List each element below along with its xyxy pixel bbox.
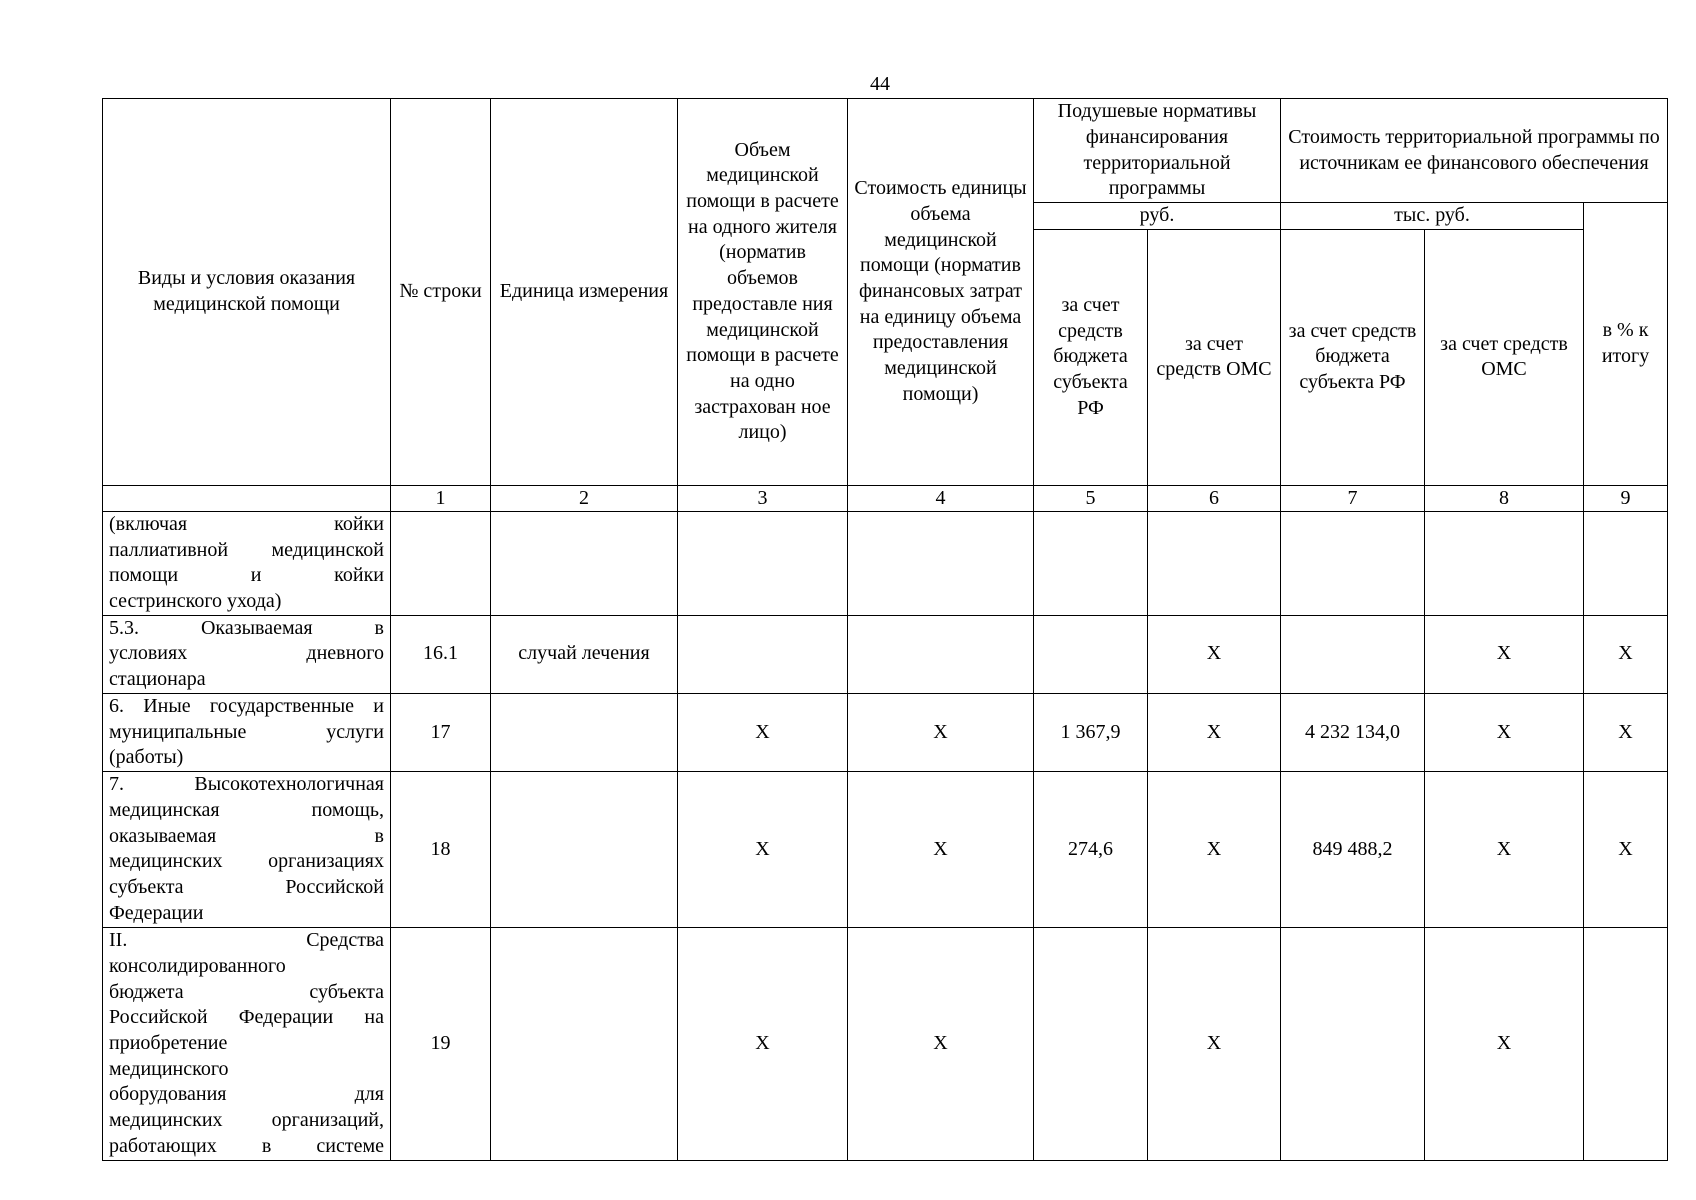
cell-unit <box>491 511 678 615</box>
column-numbers-row <box>103 485 1668 511</box>
row-description: 7. Высокотехнологичная медицинская помощь, оказываемая в медицинских организациях субъекта Российской Федерации <box>103 771 391 927</box>
column-number: 2 <box>491 485 678 511</box>
cell-row-number: 19 <box>391 927 491 1160</box>
table-row <box>103 771 1668 927</box>
header-program-cost-group: Стоимость территориальной программы по источникам ее финансового обеспечения <box>1281 99 1668 203</box>
header-volume: Объем медицинской помощи в расчете на одного жителя (норматив объемов предоставле ния медицинской помощи в расчете на одно застрахован ное лицо) <box>678 99 848 486</box>
header-row-number: № строки <box>391 99 491 486</box>
header-col6-oms: за счет средств ОМС <box>1148 229 1281 485</box>
cell-col9: X <box>1584 693 1668 771</box>
table-row <box>103 927 1668 1160</box>
column-number: 7 <box>1281 485 1425 511</box>
cell-unit-cost <box>848 615 1034 693</box>
cell-unit <box>491 927 678 1160</box>
cell-col8: X <box>1425 693 1584 771</box>
row-description: 5.3. Оказываемая в условиях дневного стационара <box>103 615 391 693</box>
cell-col7: 4 232 134,0 <box>1281 693 1425 771</box>
cell-unit-cost: X <box>848 927 1034 1160</box>
cell-col9: X <box>1584 615 1668 693</box>
column-number: 9 <box>1584 485 1668 511</box>
cell-col7 <box>1281 927 1425 1160</box>
column-number: 8 <box>1425 485 1584 511</box>
cell-col8 <box>1425 511 1584 615</box>
header-col5-budget: за счет средств бюджета субъекта РФ <box>1034 229 1148 485</box>
cell-volume: X <box>678 771 848 927</box>
header-col9-percent: в % к итогу <box>1584 203 1668 486</box>
cell-volume: X <box>678 693 848 771</box>
cell-col8: X <box>1425 927 1584 1160</box>
cell-col5 <box>1034 927 1148 1160</box>
cell-volume: X <box>678 927 848 1160</box>
table-row <box>103 693 1668 771</box>
header-types-of-care: Виды и условия оказания медицинской помощи <box>103 99 391 486</box>
column-number: 1 <box>391 485 491 511</box>
cell-col5: 1 367,9 <box>1034 693 1148 771</box>
table-row <box>103 615 1668 693</box>
header-col7-budget: за счет средств бюджета субъекта РФ <box>1281 229 1425 485</box>
header-unit-rub: руб. <box>1034 203 1281 230</box>
cell-col5 <box>1034 511 1148 615</box>
header-unit-cost: Стоимость единицы объема медицинской помощи (норматив финансовых затрат на единицу объема предоставления медицинской помощи) <box>848 99 1034 486</box>
cell-col5 <box>1034 615 1148 693</box>
cell-row-number: 17 <box>391 693 491 771</box>
cell-col9 <box>1584 511 1668 615</box>
cell-col6: X <box>1148 693 1281 771</box>
cell-unit-cost: X <box>848 771 1034 927</box>
cell-col6: X <box>1148 927 1281 1160</box>
column-number: 6 <box>1148 485 1281 511</box>
page-number: 44 <box>870 73 890 95</box>
cell-col9: X <box>1584 771 1668 927</box>
header-col8-oms: за счет средств ОМС <box>1425 229 1584 485</box>
cell-row-number <box>391 511 491 615</box>
row-description: (включая койки паллиативной медицинской помощи и койки сестринского ухода) <box>103 511 391 615</box>
header-unit-thousand-rub: тыс. руб. <box>1281 203 1584 230</box>
cell-col8: X <box>1425 771 1584 927</box>
cell-unit: случай лечения <box>491 615 678 693</box>
column-number: 5 <box>1034 485 1148 511</box>
cell-unit <box>491 693 678 771</box>
cell-col5: 274,6 <box>1034 771 1148 927</box>
cell-unit-cost: X <box>848 693 1034 771</box>
cell-row-number: 16.1 <box>391 615 491 693</box>
cell-col8: X <box>1425 615 1584 693</box>
cell-col6 <box>1148 511 1281 615</box>
column-number: 3 <box>678 485 848 511</box>
cell-row-number: 18 <box>391 771 491 927</box>
cell-col9 <box>1584 927 1668 1160</box>
cell-col7: 849 488,2 <box>1281 771 1425 927</box>
cell-col7 <box>1281 615 1425 693</box>
row-description: II. Средства консолидированного бюджета субъекта Российской Федерации на приобретение медицинского оборудования для медицинских организаций, работающих в системе <box>103 927 391 1160</box>
header-unit: Единица измерения <box>491 99 678 486</box>
cell-volume <box>678 615 848 693</box>
cell-unit-cost <box>848 511 1034 615</box>
cell-col7 <box>1281 511 1425 615</box>
header-per-capita-group: Подушевые нормативы финансирования территориальной программы <box>1034 99 1281 203</box>
cell-unit <box>491 771 678 927</box>
cell-volume <box>678 511 848 615</box>
column-number: 4 <box>848 485 1034 511</box>
cell-col6: X <box>1148 771 1281 927</box>
table-row <box>103 511 1668 615</box>
cell-col6: X <box>1148 615 1281 693</box>
column-number-spacer <box>103 485 391 511</box>
financing-table <box>102 98 1668 1161</box>
row-description: 6. Иные государственные и муниципальные услуги (работы) <box>103 693 391 771</box>
